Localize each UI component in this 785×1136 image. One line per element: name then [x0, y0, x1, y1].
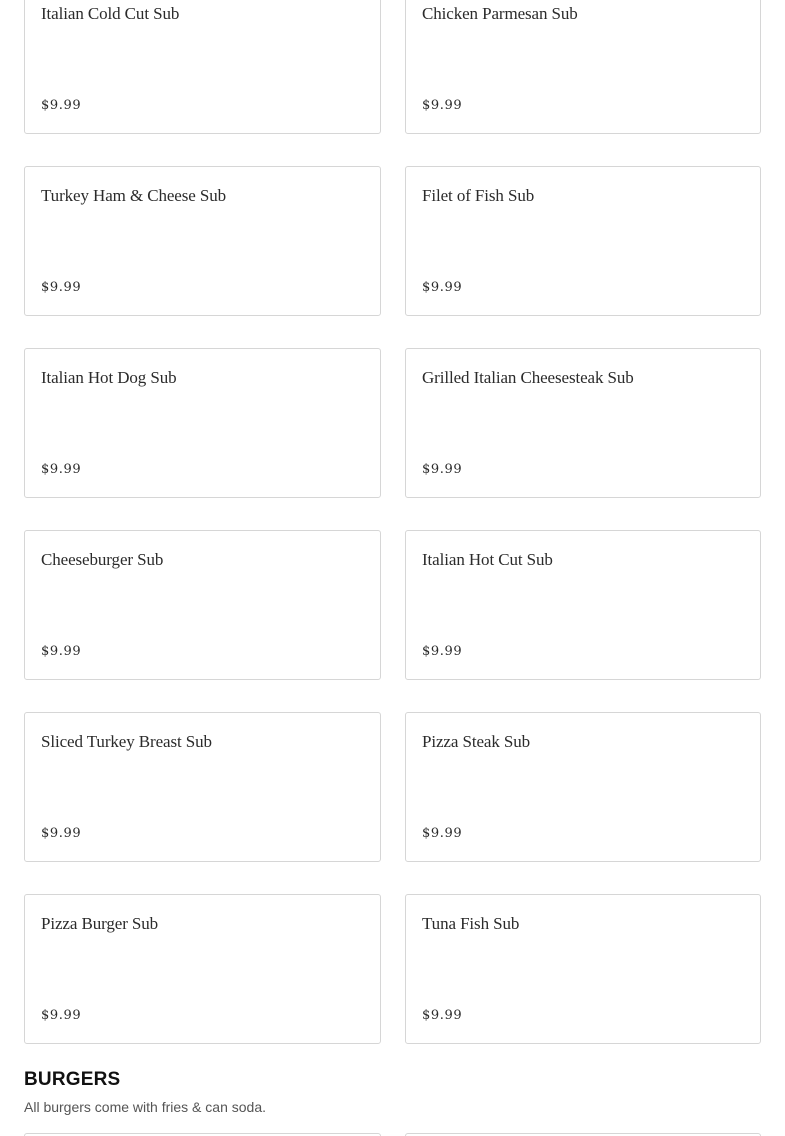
burgers-section-description: All burgers come with fries & can soda.	[24, 1099, 266, 1115]
menu-item-card[interactable]	[405, 530, 761, 680]
menu-item-price: $9.99	[422, 644, 463, 659]
menu-item-card[interactable]	[24, 166, 381, 316]
menu-item-card[interactable]	[24, 0, 381, 134]
menu-item-name: Pizza Steak Sub	[422, 732, 531, 751]
menu-item-name: Pizza Burger Sub	[41, 914, 159, 933]
menu-item-card[interactable]	[24, 348, 381, 498]
menu-item-name: Cheeseburger Sub	[41, 550, 164, 569]
menu-item-name: Grilled Italian Cheesesteak Sub	[422, 368, 634, 387]
menu-item-price: $9.99	[41, 1008, 82, 1023]
menu-item-price: $9.99	[422, 462, 463, 477]
menu-item-price: $9.99	[422, 1008, 463, 1023]
menu-item-name: Filet of Fish Sub	[422, 186, 535, 205]
menu-item-card[interactable]	[24, 894, 381, 1044]
menu-item-price: $9.99	[422, 98, 463, 113]
menu-item-price: $9.99	[41, 462, 82, 477]
menu-item-name: Italian Hot Dog Sub	[41, 368, 177, 387]
menu-item-card[interactable]	[405, 712, 761, 862]
menu-item-name: Sliced Turkey Breast Sub	[41, 732, 212, 751]
menu-item-card[interactable]	[405, 348, 761, 498]
burgers-section-title: BURGERS	[24, 1069, 121, 1090]
menu-item-card[interactable]	[405, 0, 761, 134]
menu-item-card[interactable]	[405, 166, 761, 316]
menu-item-price: $9.99	[41, 98, 82, 113]
subs-menu-grid	[24, 0, 761, 1044]
menu-item-price: $9.99	[422, 280, 463, 295]
menu-item-price: $9.99	[41, 644, 82, 659]
menu-item-price: $9.99	[41, 826, 82, 841]
menu-item-card[interactable]	[405, 894, 761, 1044]
menu-item-card[interactable]	[24, 530, 381, 680]
menu-item-name: Tuna Fish Sub	[422, 914, 520, 933]
menu-item-name: Italian Hot Cut Sub	[422, 550, 553, 569]
menu-item-card[interactable]	[24, 712, 381, 862]
menu-item-name: Chicken Parmesan Sub	[422, 4, 578, 23]
menu-item-price: $9.99	[422, 826, 463, 841]
menu-item-name: Italian Cold Cut Sub	[41, 4, 180, 23]
menu-item-name: Turkey Ham & Cheese Sub	[41, 186, 227, 205]
menu-item-price: $9.99	[41, 280, 82, 295]
